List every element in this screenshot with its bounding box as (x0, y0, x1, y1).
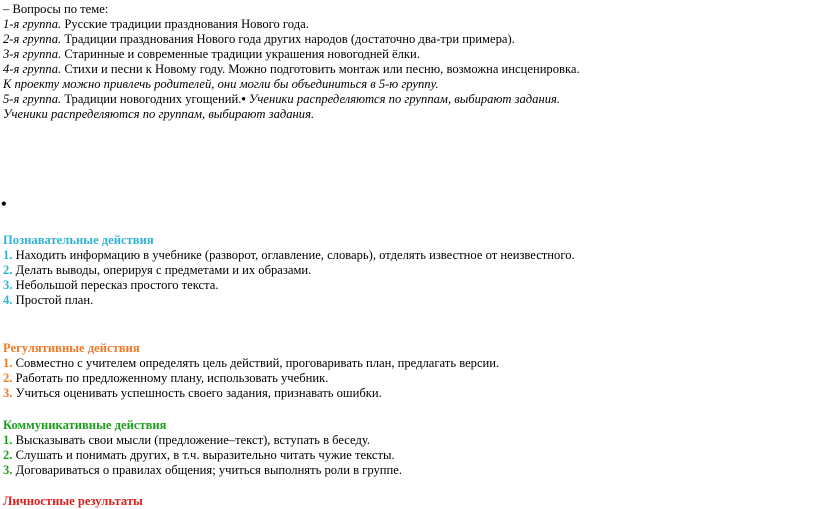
group3-line (3, 47, 420, 62)
group3-label: 3-я группа. (3, 47, 62, 61)
group4-label: 4-я группа. (3, 62, 62, 76)
cognitive-item-2 (3, 263, 311, 278)
group1-label: 1-я группа. (3, 17, 62, 31)
regulative-text: Совместно с учителем определять цель действий, проговаривать план, предлагать версии. (12, 356, 500, 370)
group2-text: Традиции празднования Нового года других народов (достаточно два-три примера). (61, 32, 515, 46)
regulative-title: Регулятивные действия (3, 341, 140, 355)
communicative-num: 1. (3, 433, 13, 447)
cognitive-num: 3. (3, 278, 13, 292)
regulative-item-1 (3, 356, 499, 371)
regulative-item-2 (3, 371, 328, 386)
communicative-text: Слушать и понимать других, в т.ч. выразительно читать чужие тексты. (12, 448, 395, 462)
cognitive-item-4 (3, 293, 93, 308)
communicative-item-3 (3, 463, 402, 478)
group5-note: Ученики распределяются по группам, выбирают задания. (245, 92, 561, 106)
regulative-num: 3. (3, 386, 13, 400)
group3-text: Старинные и современные традиции украшения новогодней ёлки. (61, 47, 420, 61)
group1-line (3, 17, 309, 32)
regulative-text: Работать по предложенному плану, использовать учебник. (12, 371, 329, 385)
communicative-text: Высказывать свои мысли (предложение–текст), вступать в беседу. (12, 433, 371, 447)
group2-label: 2-я группа. (3, 32, 62, 46)
cognitive-num: 1. (3, 248, 13, 262)
cognitive-num: 4. (3, 293, 13, 307)
cognitive-text: Делать выводы, оперируя с предметами и их образами. (12, 263, 312, 277)
communicative-num: 2. (3, 448, 13, 462)
group1-text: Русские традиции празднования Нового года. (61, 17, 309, 31)
regulative-text: Учиться оценивать успешность своего задания, признавать ошибки. (12, 386, 382, 400)
cognitive-num: 2. (3, 263, 13, 277)
cognitive-item-1 (3, 248, 575, 263)
group2-line (3, 32, 515, 47)
group5-bullet: • (241, 92, 246, 106)
regulative-item-3 (3, 386, 382, 401)
distribution-note: Ученики распределяются по группам, выбирают задания. (3, 107, 315, 121)
communicative-text: Договариваться о правилах общения; учиться выполнять роли в группе. (12, 463, 402, 477)
communicative-num: 3. (3, 463, 13, 477)
regulative-num: 1. (3, 356, 13, 370)
communicative-title: Коммуникативные действия (3, 418, 167, 432)
personal-title: Личностные результаты (3, 494, 143, 508)
cognitive-text: Небольшой пересказ простого текста. (12, 278, 219, 292)
group5-line (3, 92, 560, 107)
communicative-item-2 (3, 448, 395, 463)
group5-label: 5-я группа. (3, 92, 62, 106)
regulative-num: 2. (3, 371, 13, 385)
cognitive-item-3 (3, 278, 219, 293)
bullet-icon: • (1, 196, 7, 213)
questions-heading: – Вопросы по теме: (3, 2, 109, 16)
cognitive-text: Находить информацию в учебнике (разворот, оглавление, словарь), отделять известное от неизвестного. (12, 248, 575, 262)
group5-text: Традиции новогодних угощений. (61, 92, 242, 106)
cognitive-title: Познавательные действия (3, 233, 154, 247)
communicative-item-1 (3, 433, 370, 448)
group4-line (3, 62, 580, 77)
group4-text: Стихи и песни к Новому году. Можно подготовить монтаж или песню, возможна инсценировка. (61, 62, 580, 76)
parents-note: К проекту можно привлечь родителей, они могли бы объединиться в 5-ю группу. (3, 77, 439, 91)
cognitive-text: Простой план. (12, 293, 94, 307)
